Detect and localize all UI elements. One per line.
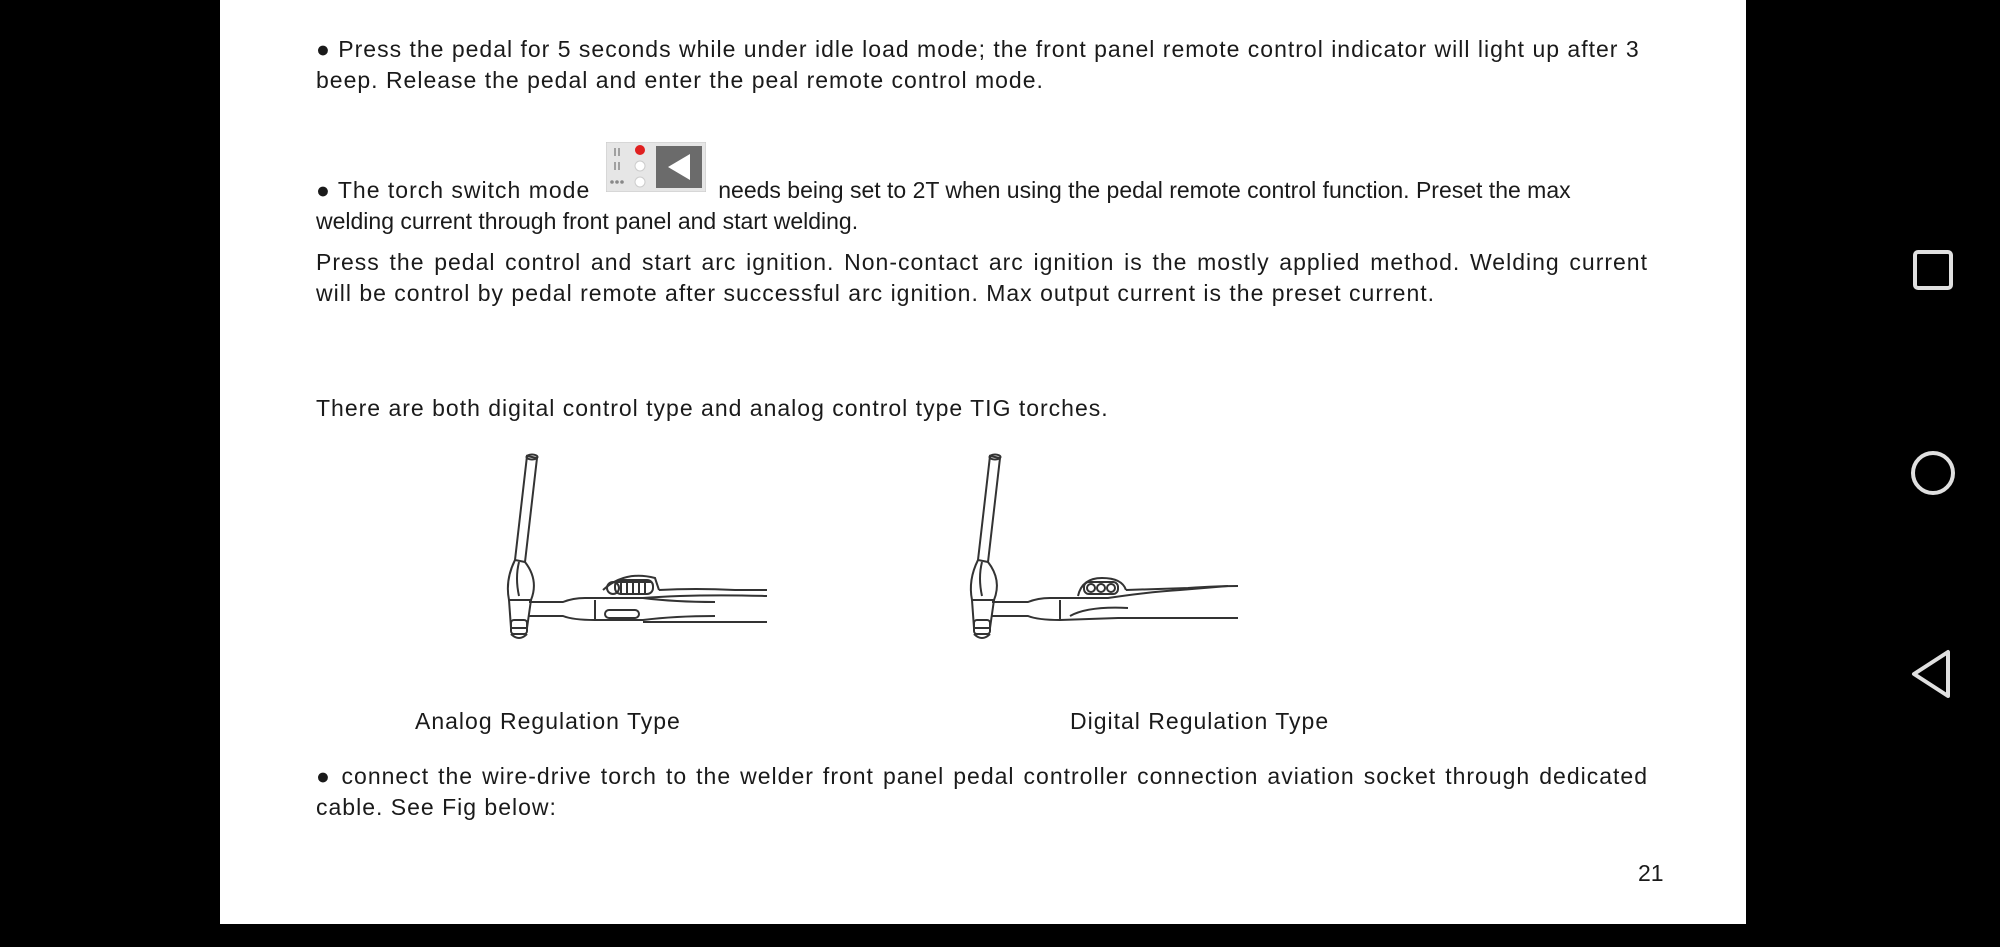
torch-switch-mode-icon	[606, 142, 706, 192]
paragraph-pedal-remote-mode: ● Press the pedal for 5 seconds while under idle load mode; the front panel remote control indicator will light up after 3 beep. Release the pedal and enter the peal remote control mode.	[316, 36, 1640, 93]
digital-torch-figure	[938, 450, 1258, 680]
paragraph-wire-drive-torch: ● connect the wire-drive torch to the welder front panel pedal controller connection aviation socket through dedicated cable. See Fig below:	[316, 763, 1648, 820]
digital-caption: Digital Regulation Type	[1070, 708, 1330, 734]
page-number: 21	[1638, 860, 1664, 886]
analog-caption: Analog Regulation Type	[415, 708, 681, 734]
recent-apps-button[interactable]	[1890, 227, 1978, 315]
paragraph-text-start: ● The torch switch mode	[316, 177, 591, 203]
document-page	[220, 0, 1746, 924]
back-icon	[1890, 630, 1978, 718]
navigation-bar	[1868, 0, 2000, 947]
paragraph-text-end: needs being set to 2T when using the pedal remote control function. Preset the max welding current through front panel and start welding.	[316, 177, 1571, 234]
recent-apps-icon	[1890, 227, 1978, 315]
home-button[interactable]	[1890, 429, 1978, 517]
home-icon	[1890, 429, 1978, 517]
paragraph-torch-switch-mode	[316, 156, 1648, 237]
analog-torch-figure	[475, 450, 775, 680]
back-button[interactable]	[1890, 630, 1978, 718]
paragraph-torch-types: There are both digital control type and analog control type TIG torches.	[316, 395, 1109, 421]
paragraph-arc-ignition: Press the pedal control and start arc ignition. Non-contact arc ignition is the mostly applied method. Welding current will be control by pedal remote after successful arc ignition. Max output current is the preset current.	[316, 249, 1648, 306]
